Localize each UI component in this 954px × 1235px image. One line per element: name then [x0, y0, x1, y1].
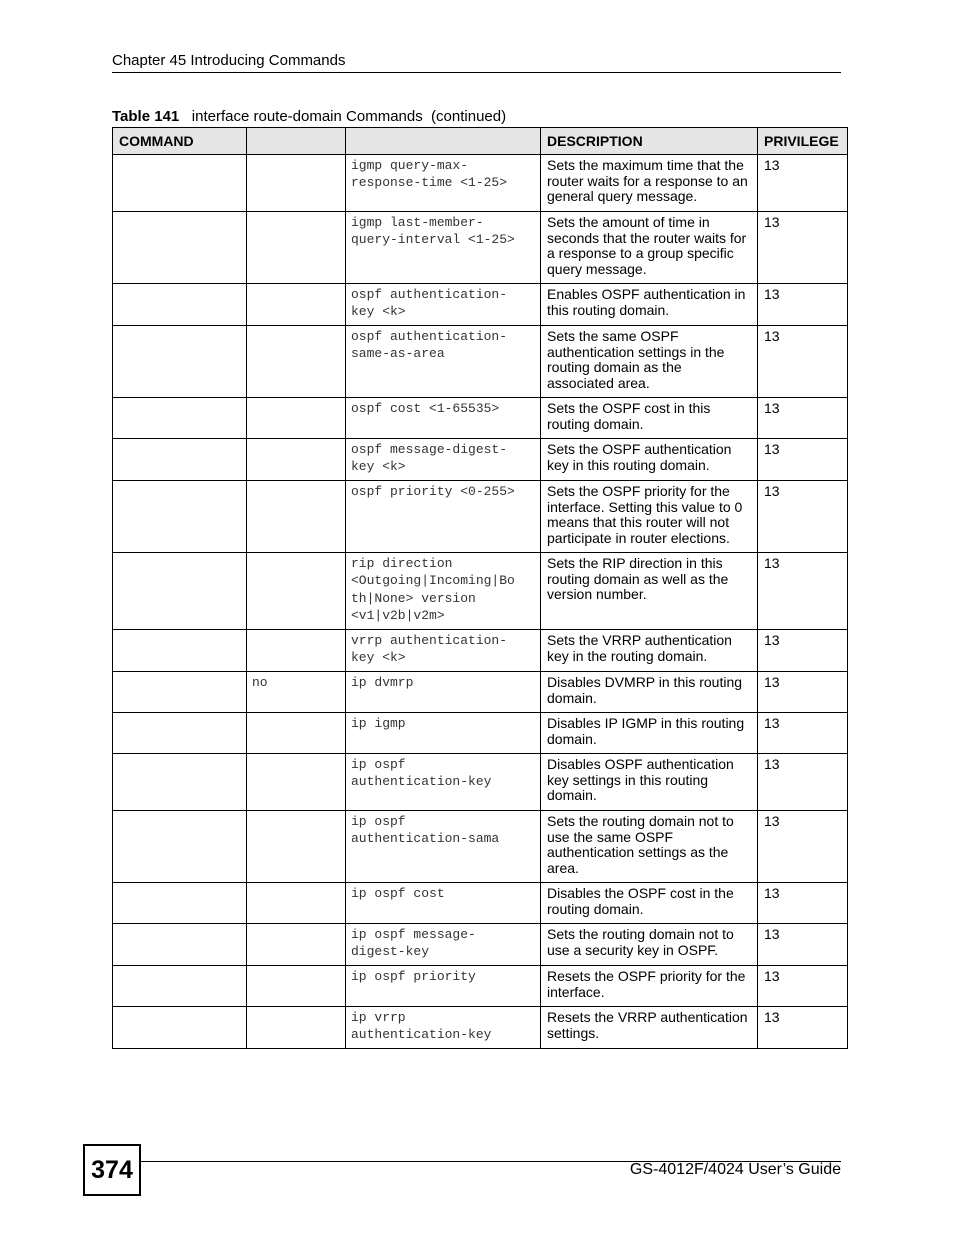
table-row [113, 811, 848, 883]
table-caption [112, 108, 506, 125]
row-description-cell: Disables IP IGMP in this routing domain. [541, 713, 758, 754]
row-subcommand-cell [247, 155, 346, 212]
row-command-cell [113, 883, 247, 924]
row-privilege-cell: 13 [758, 883, 848, 924]
table-row [113, 553, 848, 630]
table-title: interface route-domain Commands (continued) [191, 108, 507, 125]
table-row [113, 439, 848, 481]
table-row [113, 212, 848, 284]
row-subcommand-cell [247, 212, 346, 284]
row-subcommand-cell [247, 924, 346, 966]
table-row [113, 1007, 848, 1049]
row-command-cell [113, 398, 247, 439]
row-privilege-cell: 13 [758, 155, 848, 212]
row-privilege-cell: 13 [758, 754, 848, 811]
row-subcommand-cell [247, 630, 346, 672]
row-description-cell: Sets the OSPF priority for the interface. Setting this value to 0 means that this router will not participate in router elections. [541, 481, 758, 553]
row-privilege-cell: 13 [758, 553, 848, 630]
table-row [113, 481, 848, 553]
row-description-cell: Resets the OSPF priority for the interface. [541, 966, 758, 1007]
row-command-cell [113, 713, 247, 754]
row-syntax-cell: rip direction <Outgoing|Incoming|Bo th|None> version <v1|v2b|v2m> [346, 553, 541, 630]
row-subcommand-cell [247, 754, 346, 811]
row-command-cell [113, 212, 247, 284]
row-description-cell: Enables OSPF authentication in this routing domain. [541, 284, 758, 326]
row-syntax-cell: ip ospf message- digest-key [346, 924, 541, 966]
row-privilege-cell: 13 [758, 630, 848, 672]
table-header-row [113, 128, 848, 155]
row-command-cell [113, 326, 247, 398]
table-row [113, 924, 848, 966]
row-subcommand-cell [247, 481, 346, 553]
row-privilege-cell: 13 [758, 713, 848, 754]
table-row [113, 630, 848, 672]
row-description-cell: Disables the OSPF cost in the routing domain. [541, 883, 758, 924]
page-number: 374 [83, 1144, 141, 1196]
chapter-header: Chapter 45 Introducing Commands [112, 52, 346, 69]
row-command-cell [113, 155, 247, 212]
row-command-cell [113, 439, 247, 481]
table-row [113, 883, 848, 924]
row-command-cell [113, 553, 247, 630]
row-syntax-cell: ip ospf priority [346, 966, 541, 1007]
col-header-subcommand [247, 128, 346, 155]
row-syntax-cell: igmp query-max- response-time <1-25> [346, 155, 541, 212]
row-privilege-cell: 13 [758, 672, 848, 713]
row-subcommand-cell [247, 1007, 346, 1049]
row-subcommand-cell [247, 966, 346, 1007]
row-description-cell: Sets the routing domain not to use a security key in OSPF. [541, 924, 758, 966]
row-subcommand-cell [247, 439, 346, 481]
row-privilege-cell: 13 [758, 439, 848, 481]
row-privilege-cell: 13 [758, 398, 848, 439]
row-command-cell [113, 1007, 247, 1049]
row-command-cell [113, 481, 247, 553]
row-syntax-cell: ip dvmrp [346, 672, 541, 713]
row-subcommand-cell [247, 398, 346, 439]
row-syntax-cell: ospf authentication- key <k> [346, 284, 541, 326]
table-row [113, 754, 848, 811]
row-description-cell: Disables DVMRP in this routing domain. [541, 672, 758, 713]
table-row [113, 284, 848, 326]
row-subcommand-cell [247, 811, 346, 883]
row-command-cell [113, 672, 247, 713]
row-command-cell [113, 924, 247, 966]
row-description-cell: Resets the VRRP authentication settings. [541, 1007, 758, 1049]
table-row [113, 155, 848, 212]
row-command-cell [113, 630, 247, 672]
row-syntax-cell: ip ospf authentication-sama [346, 811, 541, 883]
row-description-cell: Sets the same OSPF authentication settings in the routing domain as the associated area. [541, 326, 758, 398]
row-description-cell: Sets the maximum time that the router waits for a response to an general query message. [541, 155, 758, 212]
row-privilege-cell: 13 [758, 811, 848, 883]
row-privilege-cell: 13 [758, 481, 848, 553]
row-description-cell: Sets the OSPF authentication key in this routing domain. [541, 439, 758, 481]
row-description-cell: Sets the VRRP authentication key in the routing domain. [541, 630, 758, 672]
row-description-cell: Sets the RIP direction in this routing domain as well as the version number. [541, 553, 758, 630]
row-syntax-cell: ospf priority <0-255> [346, 481, 541, 553]
col-header-command: COMMAND [113, 128, 247, 155]
table-row [113, 713, 848, 754]
table-row [113, 326, 848, 398]
row-syntax-cell: ospf authentication- same-as-area [346, 326, 541, 398]
col-header-privilege: PRIVILEGE [758, 128, 848, 155]
row-privilege-cell: 13 [758, 1007, 848, 1049]
row-syntax-cell: ip ospf cost [346, 883, 541, 924]
table-row [113, 672, 848, 713]
row-command-cell [113, 754, 247, 811]
row-privilege-cell: 13 [758, 212, 848, 284]
row-syntax-cell: ospf cost <1-65535> [346, 398, 541, 439]
table-row [113, 398, 848, 439]
row-syntax-cell: ip vrrp authentication-key [346, 1007, 541, 1049]
row-subcommand-cell [247, 713, 346, 754]
row-description-cell: Sets the OSPF cost in this routing domain. [541, 398, 758, 439]
col-header-blank [346, 128, 541, 155]
guide-title: GS-4012F/4024 User’s Guide [629, 1161, 841, 1178]
table-number: Table 141 [112, 108, 180, 125]
row-command-cell [113, 284, 247, 326]
row-subcommand-cell [247, 284, 346, 326]
row-description-cell: Sets the routing domain not to use the same OSPF authentication settings as the area. [541, 811, 758, 883]
table-row [113, 966, 848, 1007]
row-command-cell [113, 811, 247, 883]
commands-table [112, 127, 848, 1049]
row-syntax-cell: vrrp authentication- key <k> [346, 630, 541, 672]
row-privilege-cell: 13 [758, 924, 848, 966]
row-syntax-cell: ip ospf authentication-key [346, 754, 541, 811]
row-syntax-cell: igmp last-member- query-interval <1-25> [346, 212, 541, 284]
row-privilege-cell: 13 [758, 326, 848, 398]
row-subcommand-cell: no [247, 672, 346, 713]
header-rule [112, 72, 841, 73]
row-syntax-cell: ip igmp [346, 713, 541, 754]
row-privilege-cell: 13 [758, 284, 848, 326]
row-subcommand-cell [247, 883, 346, 924]
row-description-cell: Disables OSPF authentication key settings in this routing domain. [541, 754, 758, 811]
row-command-cell [113, 966, 247, 1007]
row-privilege-cell: 13 [758, 966, 848, 1007]
row-subcommand-cell [247, 326, 346, 398]
col-header-description: DESCRIPTION [541, 128, 758, 155]
row-subcommand-cell [247, 553, 346, 630]
row-description-cell: Sets the amount of time in seconds that the router waits for a response to a group specific query message. [541, 212, 758, 284]
row-syntax-cell: ospf message-digest- key <k> [346, 439, 541, 481]
